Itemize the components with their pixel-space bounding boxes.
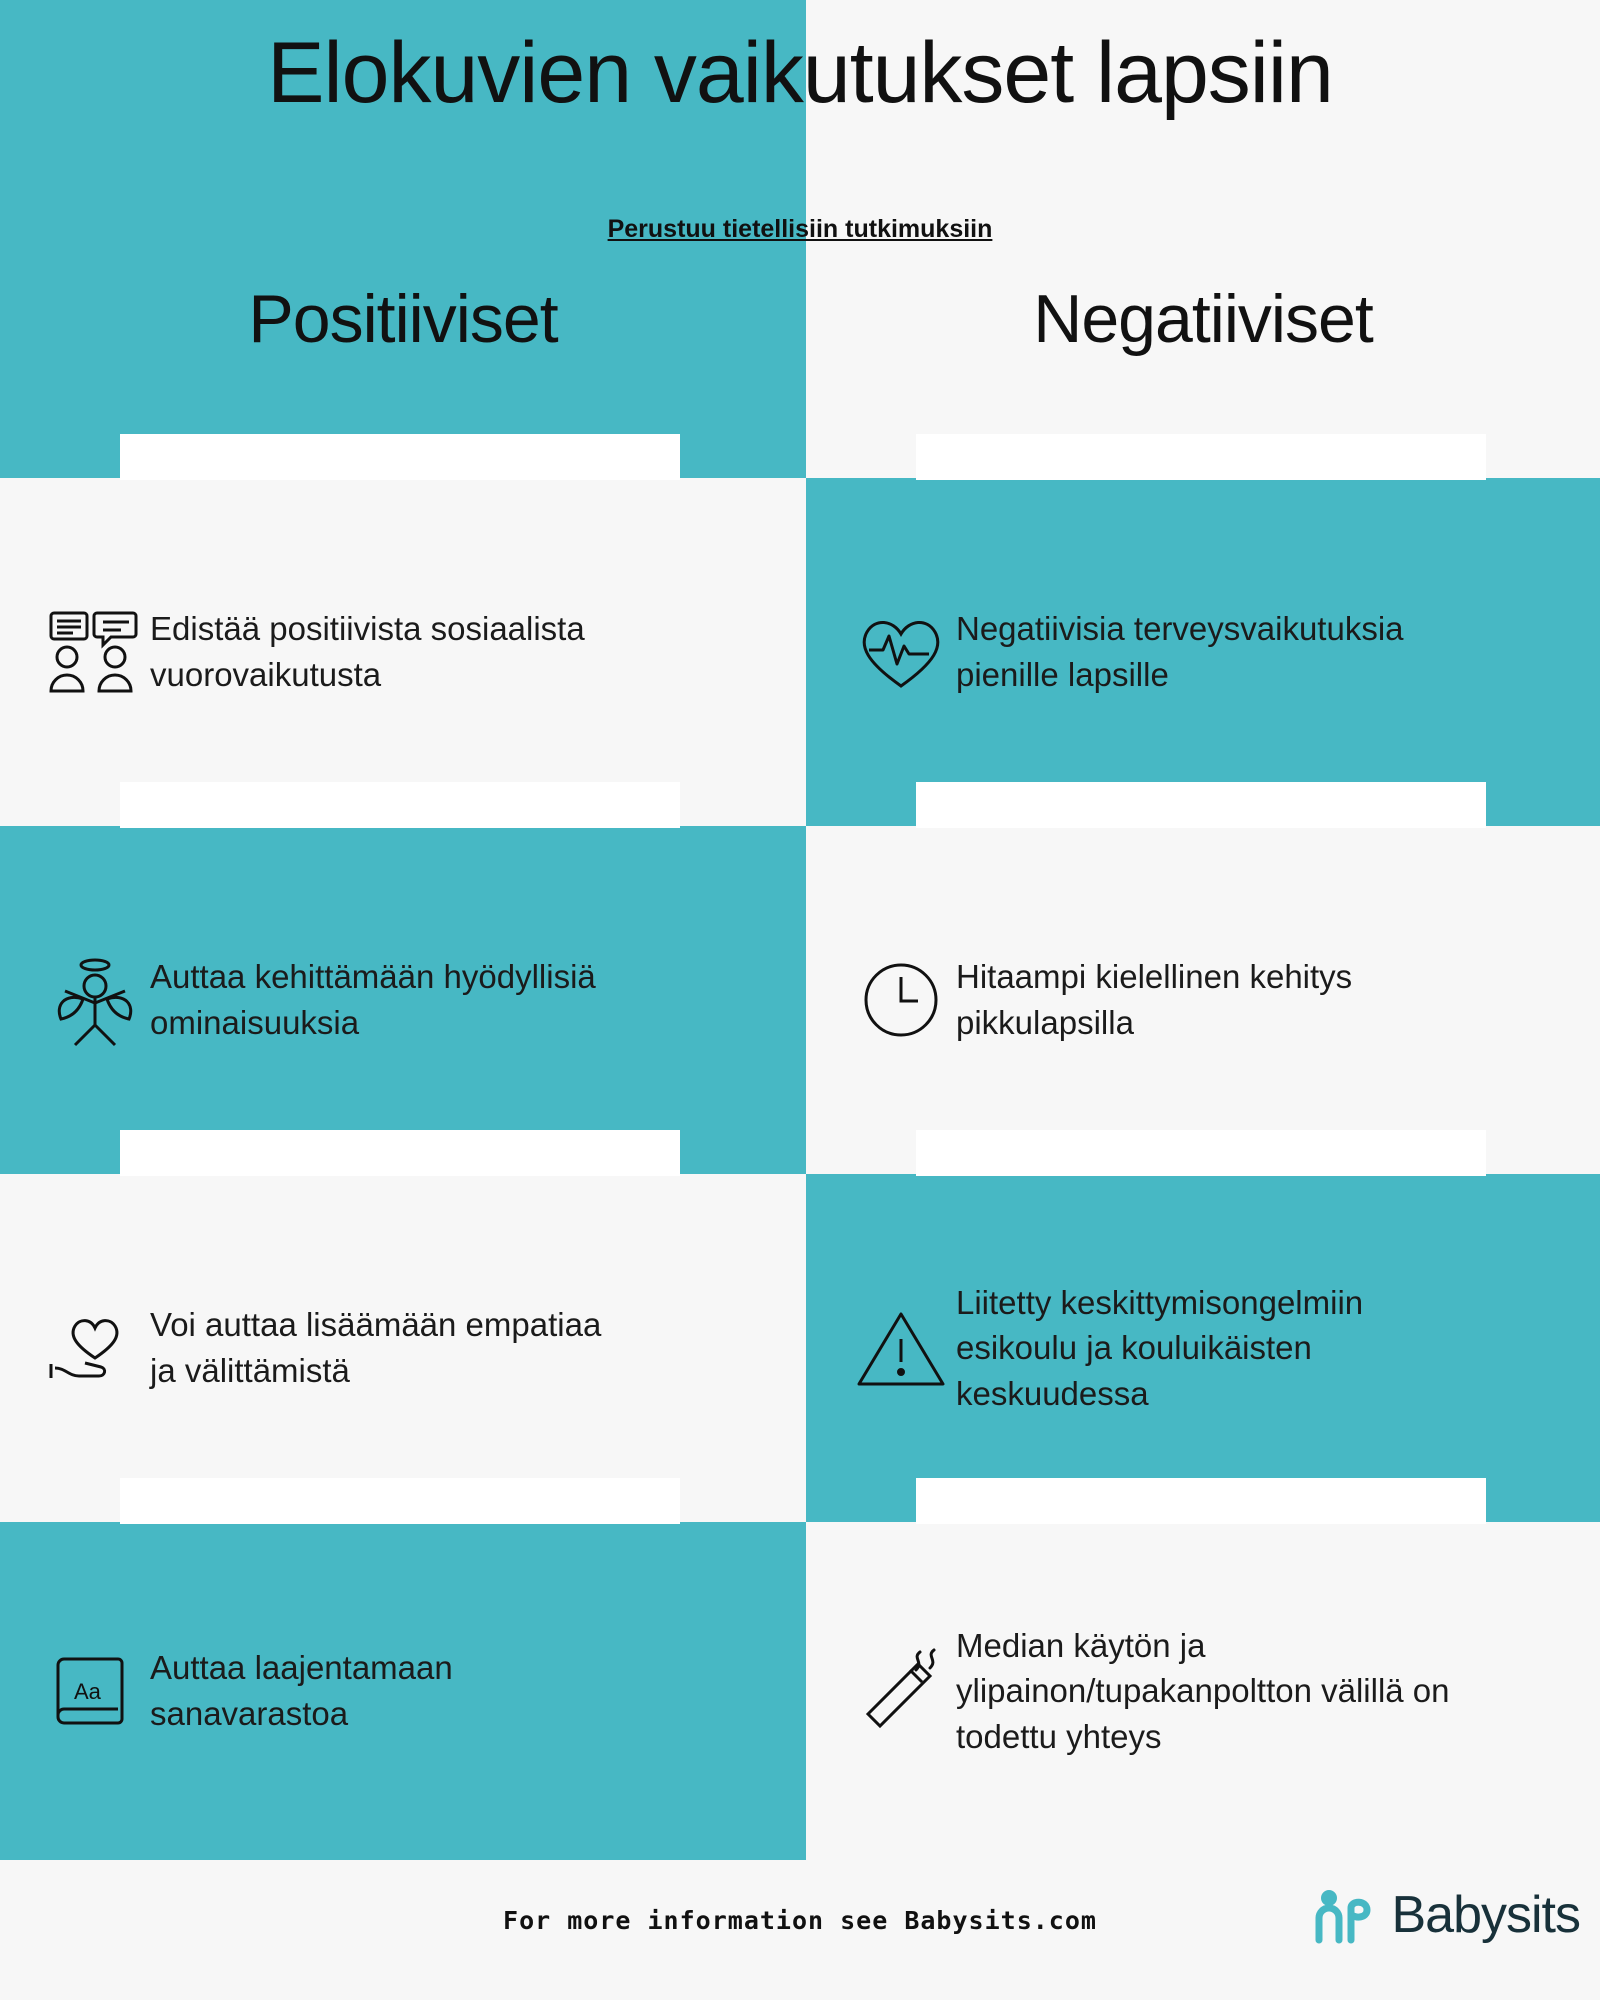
list-item	[806, 826, 1600, 1174]
row-separator	[916, 782, 1486, 828]
brand-logo	[1311, 1882, 1580, 1948]
row-separator	[916, 1130, 1486, 1176]
list-item	[806, 1522, 1600, 1860]
list-item-label: Negatiivisia terveysvaikutuksia pienille lapsille	[956, 610, 1404, 693]
list-item	[0, 1174, 806, 1522]
heart-pulse-icon	[806, 608, 956, 696]
warning-triangle-icon	[806, 1304, 956, 1392]
cigarette-icon	[806, 1644, 956, 1739]
brand-name: Babysits	[1391, 1886, 1580, 1944]
babysits-mark-icon	[1311, 1882, 1377, 1948]
list-item-label: Liitetty keskittymisongelmiin esikoulu ja kouluikäisten keskuudessa	[956, 1283, 1364, 1412]
list-item-label: Edistää positiivista sosiaalista vuorovaikutusta	[150, 610, 585, 693]
angel-child-icon	[0, 953, 150, 1048]
list-item-label: Auttaa kehittämään hyödyllisiä ominaisuuksia	[150, 958, 596, 1041]
list-item	[0, 826, 806, 1174]
list-item-label: Hitaampi kielellinen kehitys pikkulapsilla	[956, 958, 1353, 1041]
row-separator	[120, 782, 680, 828]
page-title: Elokuvien vaikutukset lapsiin	[267, 25, 1333, 121]
list-item-label: Median käytön ja ylipainon/tupakanpoltton välillä on todettu yhteys	[956, 1626, 1450, 1755]
footer-info-text: For more information see Babysits.com	[503, 1906, 1097, 1935]
row-separator	[120, 1130, 680, 1176]
row-separator	[120, 1478, 680, 1524]
people-chat-icon	[0, 607, 150, 697]
page-subtitle: Perustuu tietellisiin tutkimuksiin	[607, 215, 993, 243]
list-item	[0, 1522, 806, 1860]
column-heading-positive: Positiiviset	[248, 281, 558, 357]
row-separator	[120, 434, 680, 480]
list-item	[806, 478, 1600, 826]
dictionary-book-icon	[0, 1649, 150, 1734]
svg-text:Aa: Aa	[74, 1678, 101, 1704]
heart-in-hand-icon	[0, 1306, 150, 1391]
column-heading-negative: Negatiiviset	[1033, 281, 1373, 357]
clock-icon	[806, 955, 956, 1045]
row-separator	[916, 434, 1486, 480]
row-separator	[916, 1478, 1486, 1524]
list-item-label: Voi auttaa lisäämään empatiaa ja välittämistä	[150, 1306, 602, 1389]
footer	[0, 1860, 1600, 2000]
list-item-label: Auttaa laajentamaan sanavarastoa	[150, 1649, 453, 1732]
list-item	[806, 1174, 1600, 1522]
list-item	[0, 478, 806, 826]
